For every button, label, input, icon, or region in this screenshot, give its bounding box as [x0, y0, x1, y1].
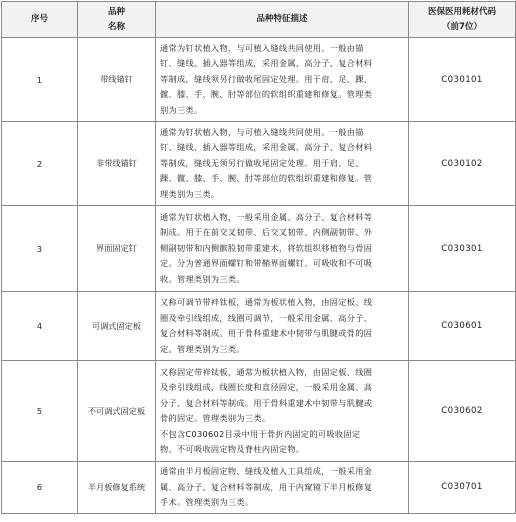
row-index: 3	[2, 206, 78, 292]
table-row	[2, 361, 516, 462]
row-index: 6	[2, 462, 78, 514]
table-row	[2, 122, 516, 206]
description-line: 钉、缝线、插入器等组成，采用金属、高分子、复合材料	[160, 58, 373, 69]
description-line: 定。管理类别为三类。	[160, 343, 245, 354]
row-index: 2	[2, 122, 78, 206]
row-code: C030301	[409, 206, 516, 292]
description-line: 及牵引线组成，线圈长度和直径固定，一般采用金属、高	[160, 382, 373, 392]
description-line: 理类别为三类。	[160, 188, 220, 199]
row-index: 5	[2, 361, 78, 462]
description-line: 钉、缝线、插入器等组成，采用金属、高分子、复合材料	[160, 142, 373, 153]
description-line: 定。分为普通界面螺钉和带鞘界面螺钉、可吸收和不可吸	[160, 258, 373, 269]
row-description	[156, 206, 409, 292]
description-line: 踝、髋、膝、手、腕、肘等部位的软组织重建和修复。管	[160, 173, 373, 184]
header-index: 序号	[2, 2, 78, 38]
description-line: 又称可调节带袢钛板，通常为板状植入物，由固定板、线	[160, 297, 373, 307]
row-description	[156, 122, 409, 206]
description-line: 分子、复合材料等制成。用于骨科重建术中韧带与肌腱或	[160, 397, 373, 408]
row-item-name: 可调式固定板	[78, 292, 156, 361]
row-item-name: 不可调式固定板	[78, 361, 156, 462]
description-line: 别为三类。	[160, 104, 203, 115]
description-line: 又称固定带袢钛板，通常为板状植入物，由固定板、线圈	[160, 366, 373, 377]
table-row	[2, 38, 516, 122]
row-item-name: 非带线锚钉	[78, 122, 156, 206]
row-code: C030102	[409, 122, 516, 206]
description-line: 等制成，缝线须另行做收尾固定处理。用于肩、足、踝、	[160, 73, 373, 84]
row-code: C030601	[409, 292, 516, 361]
description-line: 通常为钉状植入物，与可植入缝线共同使用。一般由锚	[160, 42, 364, 53]
description-line: 通常由半月板固定物、缝线及植入工具组成，一般采用金	[160, 466, 373, 476]
header-description: 品种特征描述	[156, 2, 409, 38]
table-row	[2, 292, 516, 361]
description-line: 属、高分子、复合材料等制成，用于内窥镜下半月板修复	[160, 481, 373, 492]
row-item-name: 带线锚钉	[78, 38, 156, 122]
description-line: 圈及牵引线组成，线圈可调节，一般采用金属、高分子、	[160, 312, 373, 323]
description-line: 复合材料等制成。用于骨科重建术中韧带与肌腱或骨的固	[160, 328, 373, 338]
description-line: 制成。用于在前交叉韧带、后交叉韧带、内侧副韧带、外	[160, 227, 373, 238]
row-code: C030101	[409, 38, 516, 122]
header-row	[2, 2, 516, 38]
description-line: 髋、膝、手、腕、肘等部位的软组织重建和修复。管理类	[160, 89, 373, 100]
table-body	[2, 38, 516, 514]
row-description	[156, 292, 409, 361]
row-code: C030602	[409, 361, 516, 462]
description-line: 通常为钉状植入物，与可植入缝线共同使用。一般由锚	[160, 126, 364, 137]
description-line: 通常为钉状植入物，一般采用金属、高分子、复合材料等	[160, 211, 373, 222]
row-code: C030701	[409, 462, 516, 514]
description-line: 手术。管理类别为三类。	[160, 497, 254, 507]
description-line: 不包含C030602目录中用于骨折内固定的可吸收固定	[160, 428, 361, 439]
header-name: 品种 名称	[78, 2, 156, 38]
table-row	[2, 462, 516, 514]
description-line: 物、不可吸收固定物及脊柱内固定物。	[160, 444, 305, 454]
description-line: 侧副韧带和内侧髌股韧带重建术，将软组织移植物与骨固	[160, 242, 373, 253]
description-line: 收。管理类别为三类。	[160, 273, 245, 284]
row-index: 1	[2, 38, 78, 122]
row-item-name: 界面固定钉	[78, 206, 156, 292]
catalog-table	[1, 1, 516, 514]
row-item-name: 半月板修复系统	[78, 462, 156, 514]
row-description	[156, 38, 409, 122]
header-code: 医保医用耗材代码 （前7位）	[409, 2, 516, 38]
row-description	[156, 462, 409, 514]
description-line: 等制成，缝线无须另行做收尾固定处理。用于肩、足、	[160, 157, 364, 168]
row-description	[156, 361, 409, 462]
row-index: 4	[2, 292, 78, 361]
table-row	[2, 206, 516, 292]
description-line: 骨的固定。管理类别为三类。	[160, 413, 271, 423]
